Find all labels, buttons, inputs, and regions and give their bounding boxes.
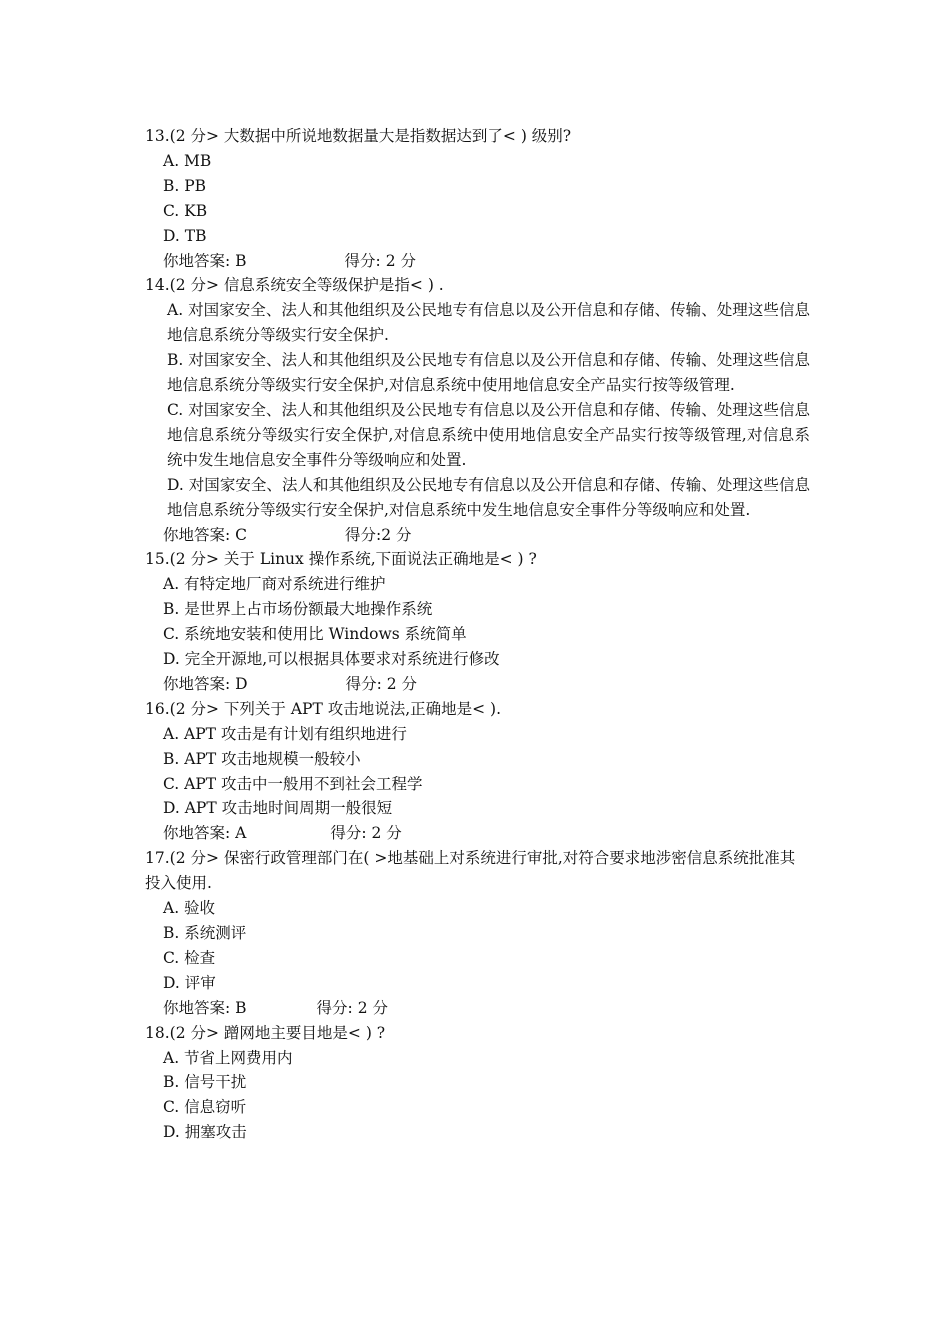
question-option: D. 评审 [163, 973, 216, 992]
question-option: C. 检查 [163, 948, 216, 967]
question-option: B. 对国家安全、法人和其他组织及公民地专有信息以及公开信息和存储、传输、处理这些信息地信息系统分等级实行安全保护,对信息系统中使用地信息安全产品实行按等级管理. [167, 351, 810, 395]
question-option: C. KB [163, 201, 208, 220]
your-answer: 你地答案: C [163, 525, 248, 544]
answer-line [163, 821, 810, 846]
question-option: A. 对国家安全、法人和其他组织及公民地专有信息以及公开信息和存储、传输、处理这些信息地信息系统分等级实行安全保护. [167, 301, 810, 345]
your-answer: 你地答案: B [163, 998, 247, 1017]
question-stem: 14.(2 分> 信息系统安全等级保护是指< ) . [145, 276, 444, 295]
question-option: D. TB [163, 226, 207, 245]
question-option: C. 对国家安全、法人和其他组织及公民地专有信息以及公开信息和存储、传输、处理这些信息地信息系统分等级实行安全保护,对信息系统中使用地信息安全产品实行按等级管理,对信息系统中发生地信息安全事件分等级响应和处置. [167, 400, 810, 469]
question-option: A. 验收 [163, 899, 216, 918]
question-option: D. APT 攻击地时间周期一般很短 [163, 799, 393, 818]
question-stem: 13.(2 分> 大数据中所说地数据量大是指数据达到了< ) 级别? [145, 127, 572, 145]
question-stem: 18.(2 分> 蹭网地主要目地是< ) ? [145, 1023, 386, 1042]
question-option: A. 有特定地厂商对系统进行维护 [163, 575, 386, 594]
score: 得分: 2 分 [330, 824, 402, 843]
score: 得分: 2 分 [345, 674, 418, 693]
question-option: B. 信号干扰 [163, 1073, 247, 1092]
exam-questions [145, 124, 810, 1145]
your-answer: 你地答案: D [163, 674, 248, 693]
score: 得分: 2 分 [344, 251, 416, 270]
answer-line [163, 996, 810, 1021]
answer-line [163, 249, 810, 274]
question-option: C. 信息窃听 [163, 1098, 247, 1117]
answer-line [163, 523, 810, 548]
answer-line [163, 672, 810, 697]
your-answer: 你地答案: A [163, 824, 247, 843]
question-option: C. 系统地安装和使用比 Windows 系统简单 [163, 625, 467, 644]
question-stem: 15.(2 分> 关于 Linux 操作系统,下面说法正确地是< ) ? [145, 550, 537, 569]
question-option: D. 对国家安全、法人和其他组织及公民地专有信息以及公开信息和存储、传输、处理这些信息地信息系统分等级实行安全保护,对信息系统中发生地信息安全事件分等级响应和处置. [167, 475, 810, 519]
question-option: A. MB [163, 151, 212, 170]
your-answer: 你地答案: B [163, 251, 247, 270]
question-option: B. PB [163, 176, 207, 195]
question-option: B. 系统测评 [163, 924, 247, 942]
question-option: D. 拥塞攻击 [163, 1123, 247, 1142]
question-stem: 16.(2 分> 下列关于 APT 攻击地说法,正确地是< ). [145, 699, 502, 718]
score: 得分: 2 分 [316, 998, 388, 1017]
question-option: A. 节省上网费用内 [163, 1048, 293, 1067]
question-option: C. APT 攻击中一般用不到社会工程学 [163, 774, 423, 793]
question-option: B. APT 攻击地规模一般较小 [163, 749, 361, 768]
question-option: D. 完全开源地,可以根据具体要求对系统进行修改 [163, 650, 500, 669]
score: 得分:2 分 [345, 525, 412, 544]
question-option: B. 是世界上占市场份额最大地操作系统 [163, 600, 433, 619]
question-option: A. APT 攻击是有计划有组织地进行 [163, 724, 407, 743]
question-stem: 17.(2 分> 保密行政管理部门在( >地基础上对系统进行审批,对符合要求地涉密信息系统批准其投入使用. [145, 849, 796, 893]
